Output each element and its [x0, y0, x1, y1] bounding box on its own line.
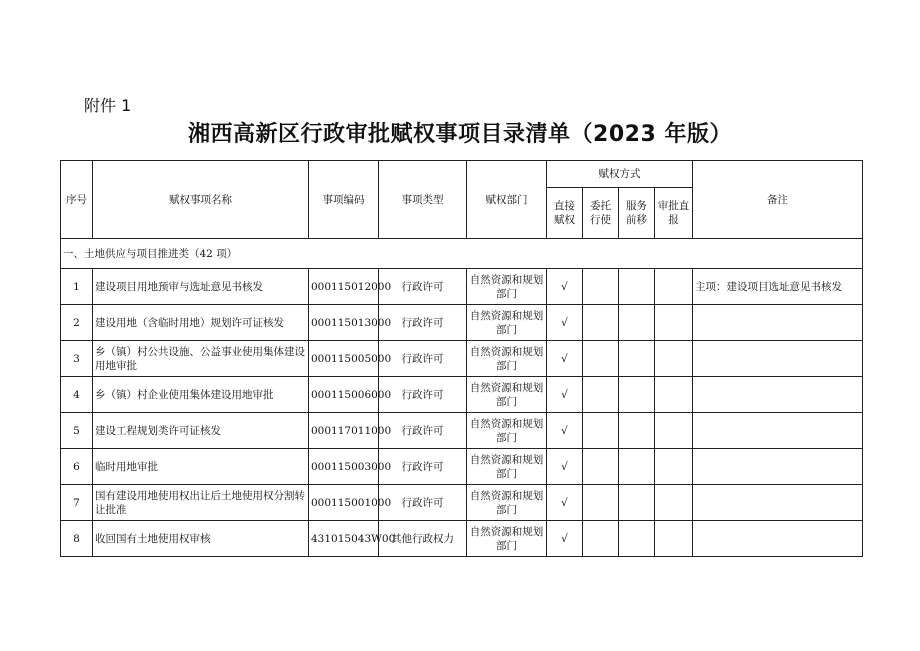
section-title: 一、土地供应与项目推进类（42 项） [61, 239, 863, 269]
row-code: 431015043W00 [309, 521, 379, 557]
row-mode-report [655, 269, 693, 305]
row-dept: 自然资源和规划部门 [467, 413, 547, 449]
row-mode-direct: √ [547, 305, 583, 341]
row-mode-direct: √ [547, 269, 583, 305]
row-mode-direct: √ [547, 377, 583, 413]
table-row [61, 305, 863, 341]
row-code: 000115006000 [309, 377, 379, 413]
row-name: 国有建设用地使用权出让后土地使用权分割转让批准 [93, 485, 309, 521]
row-mode-direct: √ [547, 449, 583, 485]
row-remark [693, 521, 863, 557]
row-remark: 主项：建设项目选址意见书核发 [693, 269, 863, 305]
row-name: 建设工程规划类许可证核发 [93, 413, 309, 449]
row-dept: 自然资源和规划部门 [467, 269, 547, 305]
header-mode-report: 审批直报 [655, 188, 693, 239]
row-dept: 自然资源和规划部门 [467, 341, 547, 377]
row-mode-entrust [583, 413, 619, 449]
row-code: 000115001000 [309, 485, 379, 521]
row-seq: 2 [61, 305, 93, 341]
row-type: 其他行政权力 [379, 521, 467, 557]
row-type: 行政许可 [379, 305, 467, 341]
row-remark [693, 413, 863, 449]
table-row [61, 449, 863, 485]
header-type: 事项类型 [379, 161, 467, 239]
header-mode: 赋权方式 [547, 161, 693, 188]
row-dept: 自然资源和规划部门 [467, 305, 547, 341]
row-type: 行政许可 [379, 377, 467, 413]
row-mode-service [619, 413, 655, 449]
row-mode-service [619, 269, 655, 305]
row-name: 乡（镇）村企业使用集体建设用地审批 [93, 377, 309, 413]
row-mode-entrust [583, 449, 619, 485]
row-mode-entrust [583, 485, 619, 521]
row-remark [693, 305, 863, 341]
table-row [61, 521, 863, 557]
row-mode-service [619, 485, 655, 521]
row-seq: 8 [61, 521, 93, 557]
row-dept: 自然资源和规划部门 [467, 449, 547, 485]
header-dept: 赋权部门 [467, 161, 547, 239]
row-name: 临时用地审批 [93, 449, 309, 485]
row-seq: 1 [61, 269, 93, 305]
row-mode-entrust [583, 305, 619, 341]
row-mode-direct: √ [547, 341, 583, 377]
row-name: 建设项目用地预审与选址意见书核发 [93, 269, 309, 305]
row-type: 行政许可 [379, 269, 467, 305]
row-mode-report [655, 341, 693, 377]
table-row [61, 413, 863, 449]
header-mode-entrust: 委托行使 [583, 188, 619, 239]
row-mode-entrust [583, 341, 619, 377]
row-remark [693, 377, 863, 413]
row-remark [693, 341, 863, 377]
row-mode-service [619, 449, 655, 485]
row-dept: 自然资源和规划部门 [467, 485, 547, 521]
row-seq: 4 [61, 377, 93, 413]
table-row [61, 485, 863, 521]
header-code: 事项编码 [309, 161, 379, 239]
header-mode-direct: 直接赋权 [547, 188, 583, 239]
table-row [61, 269, 863, 305]
row-type: 行政许可 [379, 341, 467, 377]
table-row [61, 341, 863, 377]
row-mode-report [655, 521, 693, 557]
row-name: 乡（镇）村公共设施、公益事业使用集体建设用地审批 [93, 341, 309, 377]
row-mode-report [655, 485, 693, 521]
row-mode-service [619, 377, 655, 413]
row-type: 行政许可 [379, 449, 467, 485]
row-seq: 7 [61, 485, 93, 521]
row-seq: 3 [61, 341, 93, 377]
row-mode-direct: √ [547, 521, 583, 557]
row-code: 000117011000 [309, 413, 379, 449]
row-mode-service [619, 521, 655, 557]
table-row [61, 377, 863, 413]
row-code: 000115003000 [309, 449, 379, 485]
row-mode-service [619, 305, 655, 341]
row-mode-report [655, 377, 693, 413]
row-mode-entrust [583, 377, 619, 413]
row-remark [693, 485, 863, 521]
row-name: 收回国有土地使用权审核 [93, 521, 309, 557]
row-remark [693, 449, 863, 485]
header-name: 赋权事项名称 [93, 161, 309, 239]
row-seq: 6 [61, 449, 93, 485]
row-mode-direct: √ [547, 413, 583, 449]
row-mode-entrust [583, 269, 619, 305]
page-title: 湘西高新区行政审批赋权事项目录清单（2023 年版） [188, 122, 732, 147]
row-type: 行政许可 [379, 485, 467, 521]
header-seq: 序号 [61, 161, 93, 239]
row-code: 000115012000 [309, 269, 379, 305]
header-mode-service: 服务前移 [619, 188, 655, 239]
row-mode-entrust [583, 521, 619, 557]
row-seq: 5 [61, 413, 93, 449]
row-mode-report [655, 413, 693, 449]
header-remark: 备注 [693, 161, 863, 239]
row-dept: 自然资源和规划部门 [467, 521, 547, 557]
row-dept: 自然资源和规划部门 [467, 377, 547, 413]
row-name: 建设用地（含临时用地）规划许可证核发 [93, 305, 309, 341]
catalog-table [60, 160, 863, 557]
attachment-label: 附件 1 [84, 96, 132, 115]
row-mode-report [655, 305, 693, 341]
row-code: 000115013000 [309, 305, 379, 341]
row-code: 000115005000 [309, 341, 379, 377]
row-mode-service [619, 341, 655, 377]
row-mode-direct: √ [547, 485, 583, 521]
row-mode-report [655, 449, 693, 485]
row-type: 行政许可 [379, 413, 467, 449]
